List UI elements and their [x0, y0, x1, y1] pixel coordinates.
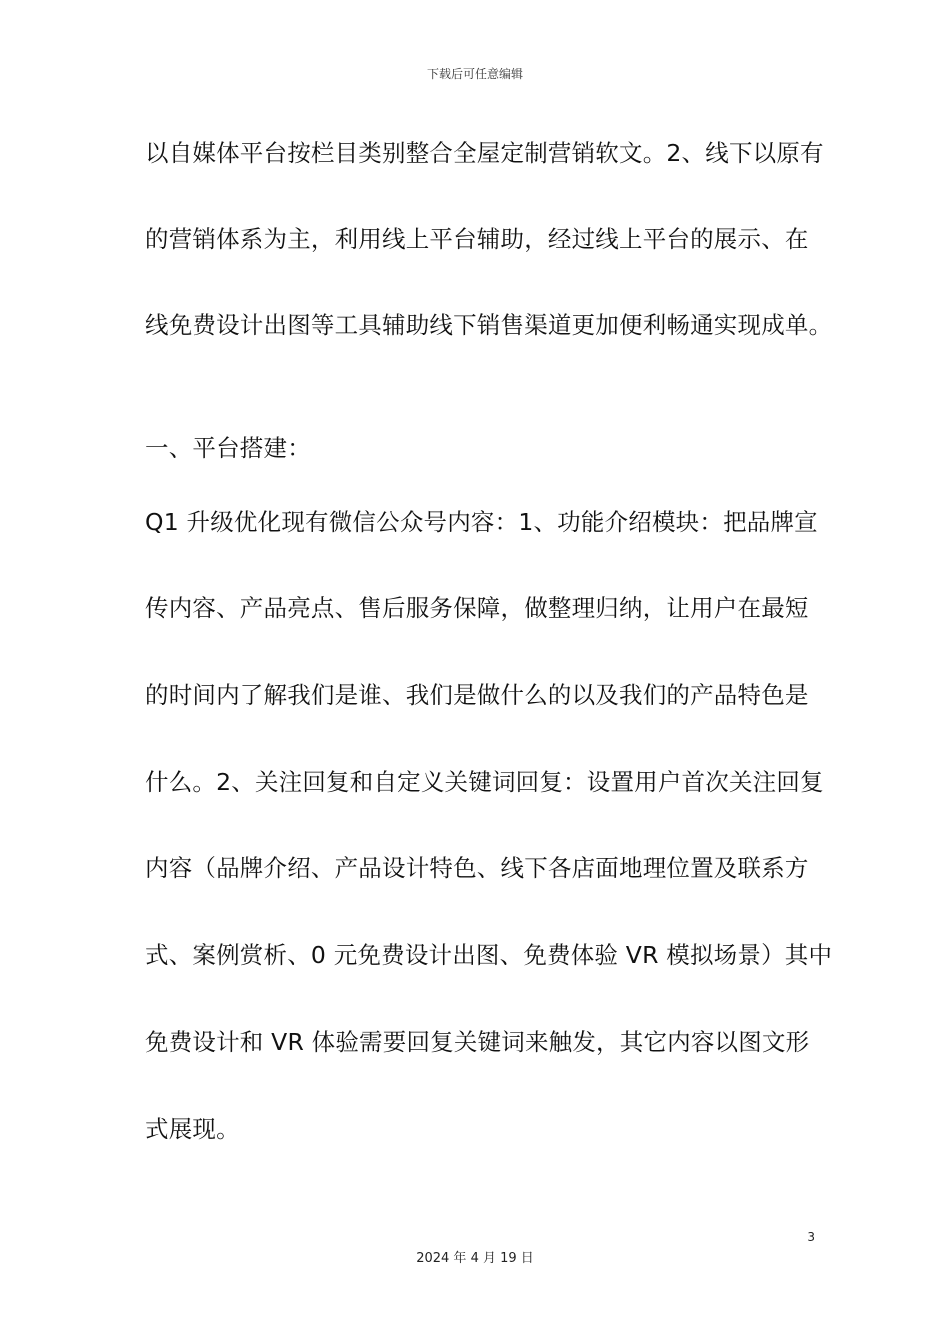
paragraph-line-12: 式展现。: [145, 1115, 240, 1143]
paragraph-line-9: 内容（品牌介绍、产品设计特色、线下各店面地理位置及联系方: [145, 854, 809, 882]
paragraph-line-6: 传内容、产品亮点、售后服务保障，做整理归纳，让用户在最短: [145, 594, 809, 622]
page-number: 3: [807, 1230, 815, 1244]
paragraph-line-7: 的时间内了解我们是谁、我们是做什么的以及我们的产品特色是: [145, 681, 809, 709]
section-heading: 一、平台搭建：: [145, 434, 311, 462]
footer-date: 2024 年 4 月 19 日: [416, 1251, 534, 1266]
paragraph-line-5: Q1 升级优化现有微信公众号内容：1、功能介绍模块：把品牌宣: [145, 508, 818, 536]
paragraph-line-11: 免费设计和 VR 体验需要回复关键词来触发，其它内容以图文形: [145, 1028, 810, 1056]
paragraph-line-2: 的营销体系为主，利用线上平台辅助，经过线上平台的展示、在: [145, 225, 809, 253]
paragraph-line-10: 式、案例赏析、0 元免费设计出图、免费体验 VR 模拟场景）其中: [145, 941, 833, 969]
paragraph-line-8: 什么。2、关注回复和自定义关键词回复：设置用户首次关注回复: [145, 768, 824, 796]
page-header: 下载后可任意编辑: [426, 67, 523, 81]
paragraph-line-1: 以自媒体平台按栏目类别整合全屋定制营销软文。2、线下以原有: [145, 139, 824, 167]
paragraph-line-3: 线免费设计出图等工具辅助线下销售渠道更加便利畅通实现成单。: [145, 311, 833, 339]
